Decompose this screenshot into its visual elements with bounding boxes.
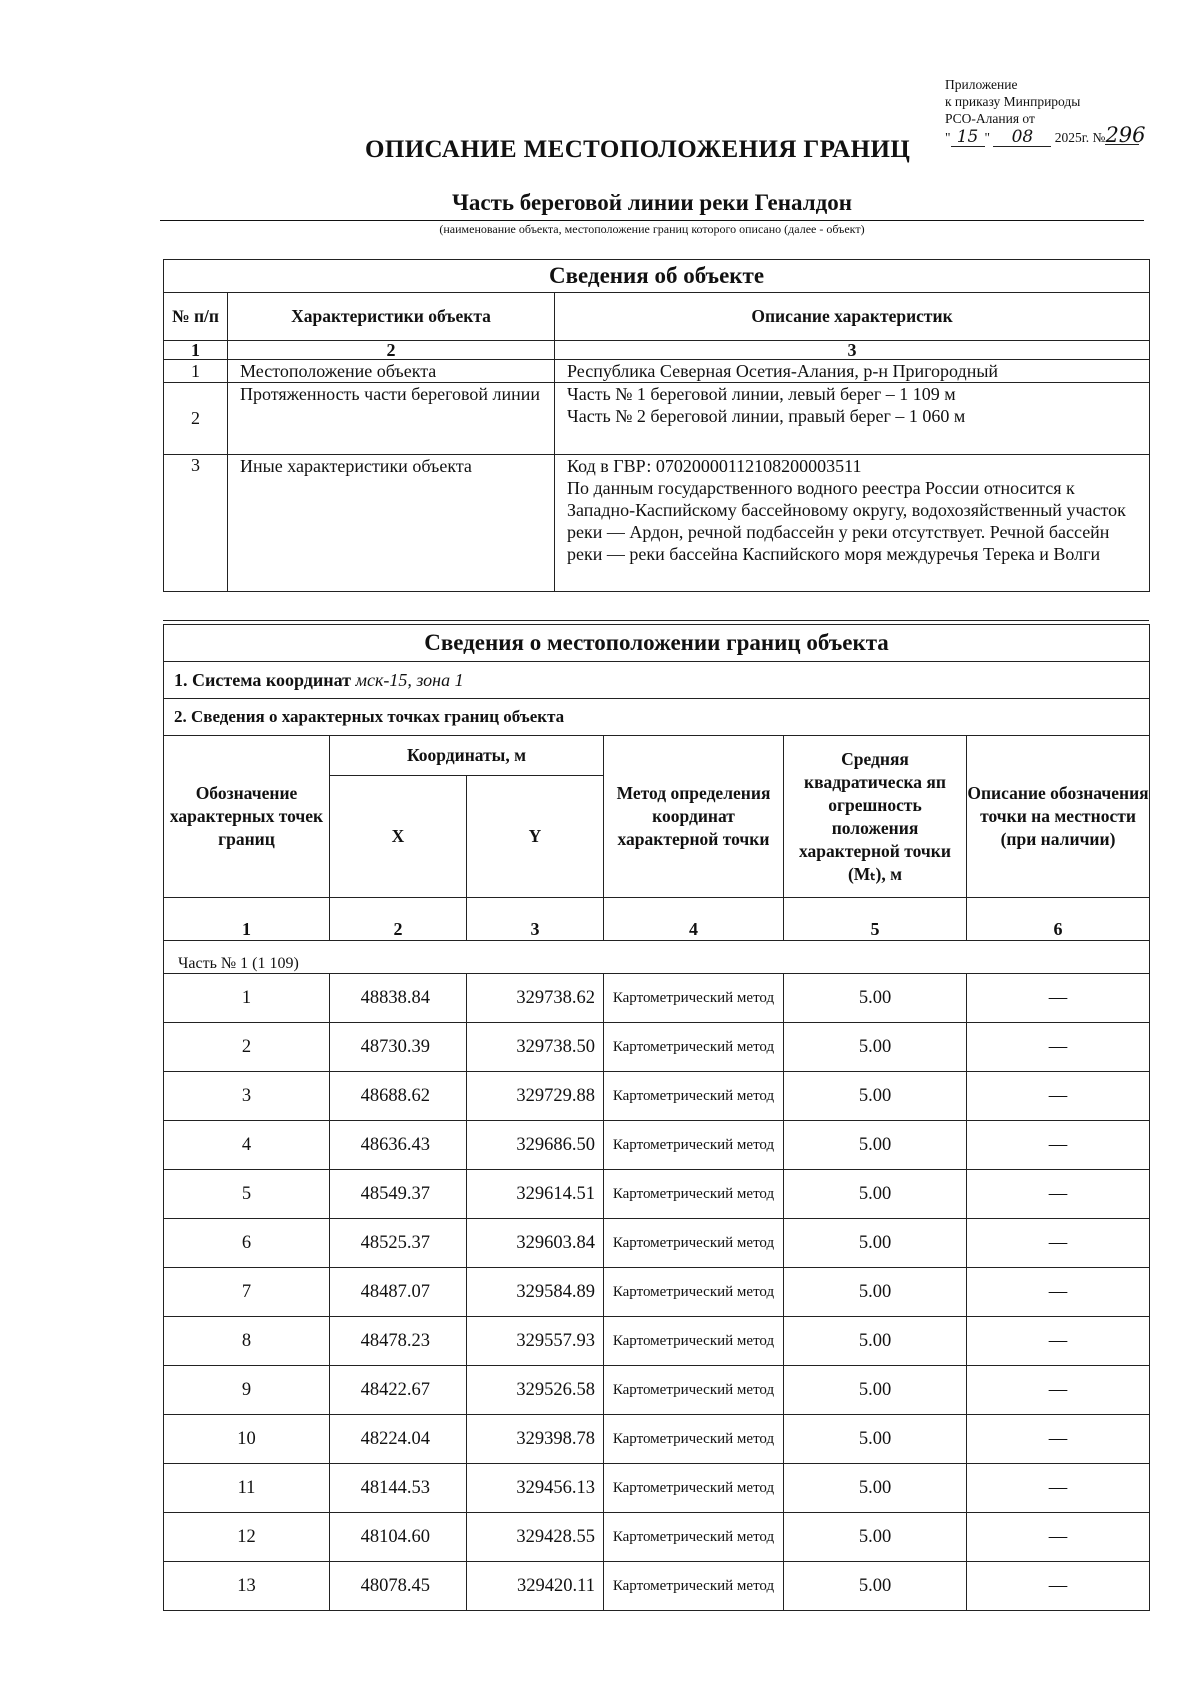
point-y: 329686.50 <box>467 1121 604 1170</box>
point-y: 329398.78 <box>467 1415 604 1464</box>
point-number: 12 <box>164 1513 330 1562</box>
point-number: 1 <box>164 974 330 1023</box>
point-x: 48730.39 <box>330 1023 467 1072</box>
point-x: 48078.45 <box>330 1562 467 1611</box>
point-x: 48525.37 <box>330 1219 467 1268</box>
point-row <box>164 1023 1150 1072</box>
point-error: 5.00 <box>784 1268 967 1317</box>
point-description: — <box>967 1121 1150 1170</box>
point-method: Картометрический метод <box>604 1268 784 1317</box>
point-number: 7 <box>164 1268 330 1317</box>
point-method: Картометрический метод <box>604 1219 784 1268</box>
point-y: 329526.58 <box>467 1366 604 1415</box>
point-description: — <box>967 1219 1150 1268</box>
point-description: — <box>967 1366 1150 1415</box>
point-number: 13 <box>164 1562 330 1611</box>
point-number: 11 <box>164 1464 330 1513</box>
point-x: 48838.84 <box>330 974 467 1023</box>
point-x: 48144.53 <box>330 1464 467 1513</box>
points-title: 2. Сведения о характерных точках границ объекта <box>164 699 1150 736</box>
row-desc-line: По данным государственного водного реестра России относится к Западно-Каспийскому бассейновому округу, водохозяйственный участок реки — Ардон, речной подбассейн у реки отсутствует. Речной бассейн реки — реки бассейна Каспийского моря междуречья Терека и Волги <box>567 478 1126 564</box>
point-y: 329584.89 <box>467 1268 604 1317</box>
point-error: 5.00 <box>784 974 967 1023</box>
point-row <box>164 1317 1150 1366</box>
header-method: Метод определения координат характерной точки <box>604 736 784 898</box>
row-desc: Республика Северная Осетия-Алания, р-н Пригородный <box>555 360 1150 383</box>
point-number: 8 <box>164 1317 330 1366</box>
point-row <box>164 1121 1150 1170</box>
appendix-month: 08 <box>993 129 1051 147</box>
point-number: 6 <box>164 1219 330 1268</box>
appendix-line-3: РСО-Алания от <box>945 111 1035 126</box>
point-method: Картометрический метод <box>604 1170 784 1219</box>
object-name-rule <box>160 220 1144 221</box>
row-no: 1 <box>164 360 228 383</box>
col-desc-header: Описание характеристик <box>555 293 1150 341</box>
row-char: Иные характеристики объекта <box>228 455 555 592</box>
colnum-1: 1 <box>164 341 228 360</box>
point-y: 329428.55 <box>467 1513 604 1562</box>
colnum-3: 3 <box>555 341 1150 360</box>
point-y: 329729.88 <box>467 1072 604 1121</box>
point-description: — <box>967 1562 1150 1611</box>
header-y: Y <box>467 776 604 898</box>
header-desc: Описание обозначения точки на местности (при наличии) <box>967 736 1150 898</box>
part-label: Часть № 1 (1 109) <box>164 941 1150 974</box>
point-x: 48487.07 <box>330 1268 467 1317</box>
point-x: 48478.23 <box>330 1317 467 1366</box>
point-method: Картометрический метод <box>604 1023 784 1072</box>
col-char-header: Характеристики объекта <box>228 293 555 341</box>
point-method: Картометрический метод <box>604 1562 784 1611</box>
row-desc <box>555 383 1150 455</box>
row-no: 2 <box>164 383 228 455</box>
point-number: 9 <box>164 1366 330 1415</box>
point-row <box>164 974 1150 1023</box>
appendix-year-label: 2025г. № <box>1054 130 1106 145</box>
point-y: 329738.62 <box>467 974 604 1023</box>
point-number: 5 <box>164 1170 330 1219</box>
points-body <box>164 974 1150 1611</box>
colnum-6: 6 <box>967 898 1150 941</box>
point-method: Картометрический метод <box>604 1072 784 1121</box>
point-y: 329603.84 <box>467 1219 604 1268</box>
point-description: — <box>967 1415 1150 1464</box>
point-y: 329456.13 <box>467 1464 604 1513</box>
point-error: 5.00 <box>784 1513 967 1562</box>
point-row <box>164 1268 1150 1317</box>
point-description: — <box>967 1023 1150 1072</box>
appendix-line-1: Приложение <box>945 77 1018 92</box>
point-x: 48688.62 <box>330 1072 467 1121</box>
header-coords: Координаты, м <box>330 736 604 776</box>
point-method: Картометрический метод <box>604 1317 784 1366</box>
header-error: Средняя квадратическа яп огрешность положения характерной точки (Мₜ), м <box>784 736 967 898</box>
object-info-title: Сведения об объекте <box>164 260 1150 293</box>
coord-system <box>164 662 1150 699</box>
point-row <box>164 1170 1150 1219</box>
point-x: 48636.43 <box>330 1121 467 1170</box>
point-number: 4 <box>164 1121 330 1170</box>
point-row <box>164 1562 1150 1611</box>
point-error: 5.00 <box>784 1317 967 1366</box>
point-method: Картометрический метод <box>604 1415 784 1464</box>
point-error: 5.00 <box>784 1366 967 1415</box>
row-desc-line: Код в ГВР: 07020000112108200003511 <box>567 456 862 476</box>
point-row <box>164 1513 1150 1562</box>
point-number: 10 <box>164 1415 330 1464</box>
appendix-note <box>945 76 1195 147</box>
point-error: 5.00 <box>784 1562 967 1611</box>
header-point: Обозначение характерных точек границ <box>164 736 330 898</box>
object-caption: (наименование объекта, местоположение границ которого описано (далее - объект) <box>439 222 865 236</box>
coord-system-value: мск-15, зона 1 <box>355 669 464 690</box>
point-number: 3 <box>164 1072 330 1121</box>
row-desc <box>555 455 1150 592</box>
point-method: Картометрический метод <box>604 1513 784 1562</box>
appendix-date-line: " 15 " 08 2025г. №296 <box>945 123 1146 147</box>
point-error: 5.00 <box>784 1464 967 1513</box>
point-description: — <box>967 1464 1150 1513</box>
point-y: 329557.93 <box>467 1317 604 1366</box>
point-method: Картометрический метод <box>604 974 784 1023</box>
row-char: Местоположение объекта <box>228 360 555 383</box>
point-method: Картометрический метод <box>604 1121 784 1170</box>
boundary-points-table <box>163 624 1150 1611</box>
point-y: 329420.11 <box>467 1562 604 1611</box>
appendix-number: 296 <box>1105 123 1146 147</box>
appendix-day: 15 <box>951 129 985 147</box>
colnum-1: 1 <box>164 898 330 941</box>
col-no-header: № п/п <box>164 293 228 341</box>
point-method: Картометрический метод <box>604 1366 784 1415</box>
point-number: 2 <box>164 1023 330 1072</box>
point-row <box>164 1072 1150 1121</box>
object-info-table <box>163 259 1150 592</box>
point-error: 5.00 <box>784 1072 967 1121</box>
point-method: Картометрический метод <box>604 1464 784 1513</box>
point-error: 5.00 <box>784 1219 967 1268</box>
row-desc-line: Часть № 1 береговой линии, левый берег – 1 109 м <box>567 384 956 404</box>
point-x: 48549.37 <box>330 1170 467 1219</box>
point-x: 48422.67 <box>330 1366 467 1415</box>
point-x: 48224.04 <box>330 1415 467 1464</box>
row-char: Протяженность части береговой линии <box>228 383 555 455</box>
coord-system-label: 1. Система координат <box>174 669 351 690</box>
point-description: — <box>967 1170 1150 1219</box>
colnum-5: 5 <box>784 898 967 941</box>
point-row <box>164 1366 1150 1415</box>
point-description: — <box>967 1317 1150 1366</box>
point-row <box>164 1219 1150 1268</box>
colnum-2: 2 <box>330 898 467 941</box>
page-title: ОПИСАНИЕ МЕСТОПОЛОЖЕНИЯ ГРАНИЦ <box>365 136 911 163</box>
point-row <box>164 1415 1150 1464</box>
point-error: 5.00 <box>784 1023 967 1072</box>
colnum-2: 2 <box>228 341 555 360</box>
colnum-3: 3 <box>467 898 604 941</box>
point-description: — <box>967 1268 1150 1317</box>
point-description: — <box>967 974 1150 1023</box>
header-x: X <box>330 776 467 898</box>
point-x: 48104.60 <box>330 1513 467 1562</box>
point-row <box>164 1464 1150 1513</box>
row-no: 3 <box>164 455 228 592</box>
section-separator <box>163 620 1149 621</box>
point-y: 329738.50 <box>467 1023 604 1072</box>
object-name: Часть береговой линии реки Геналдон <box>451 190 853 215</box>
point-error: 5.00 <box>784 1170 967 1219</box>
point-description: — <box>967 1072 1150 1121</box>
colnum-4: 4 <box>604 898 784 941</box>
point-error: 5.00 <box>784 1121 967 1170</box>
point-description: — <box>967 1513 1150 1562</box>
point-error: 5.00 <box>784 1415 967 1464</box>
point-y: 329614.51 <box>467 1170 604 1219</box>
appendix-line-2: к приказу Минприроды <box>945 94 1081 109</box>
location-title: Сведения о местоположении границ объекта <box>164 625 1150 662</box>
row-desc-line: Часть № 2 береговой линии, правый берег – 1 060 м <box>567 406 966 426</box>
